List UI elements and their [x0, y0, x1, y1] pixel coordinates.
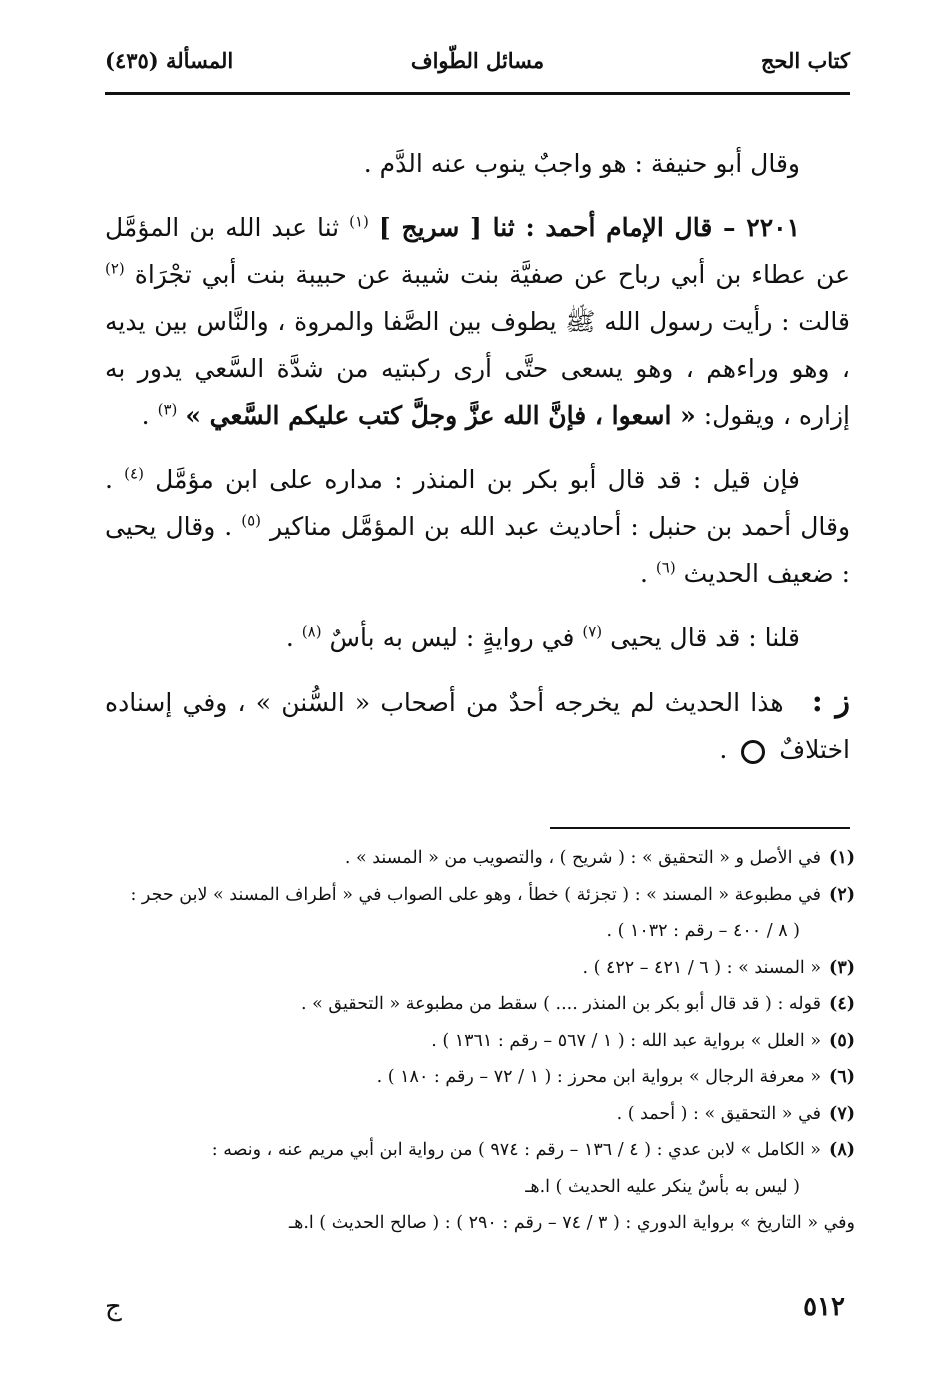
period: . [285, 623, 294, 652]
footnote-7 [105, 1096, 855, 1133]
header-chapter-title: مسائل الطّواف [410, 48, 545, 73]
footnote-1 [105, 840, 855, 877]
footnote-text: قوله : ( قد قال أبو بكر بن المنذر .... ) سقط من مطبوعة « التحقيق » . [301, 994, 822, 1014]
footnote-number: (٤) [829, 994, 855, 1014]
footnote-ref-6[interactable]: (٦) [655, 558, 676, 577]
footnote-number: (٨) [829, 1140, 855, 1160]
footnotes [105, 840, 855, 1242]
paragraph-editor-note [105, 678, 850, 773]
header-issue-number: المسألة (٤٣٥) [105, 48, 234, 73]
paragraph-text: وقال أبو حنيفة : هو واجبٌ ينوب عنه الدَّم . [363, 149, 800, 178]
footnote-text: في مطبوعة « المسند » : ( تجزئة ) خطأ ، وهو على الصواب في « أطراف المسند » لابن حجر : [130, 884, 822, 905]
footnote-ref-8[interactable]: (٨) [301, 622, 322, 641]
footnote-5 [105, 1023, 855, 1060]
page-number: ٥١٢ [803, 1292, 845, 1322]
paragraph-abu-hanifa [105, 140, 850, 187]
paragraph-response [105, 614, 850, 661]
hadith-quote: « اسعوا ، فإنَّ الله عزَّ وجلَّ كتب عليكم السَّعي » [185, 401, 696, 430]
header-book-title: كتاب الحج [760, 48, 850, 73]
footnote-4 [105, 986, 855, 1023]
footnote-text: « المسند » : ( ٦ / ٤٢١ – ٤٢٢ ) . [582, 957, 822, 978]
running-header [105, 42, 850, 82]
period: . [719, 735, 728, 764]
footnote-ref-5[interactable]: (٥) [241, 511, 261, 530]
end-circle-icon [741, 740, 765, 764]
signature-mark: ج [105, 1292, 122, 1322]
footnote-number: (٢) [829, 884, 855, 905]
objection-text-b: . وقال أحمد بن حنبل : أحاديث عبد الله بن المؤمَّل مناكير [105, 465, 851, 541]
footnote-8 [105, 1132, 855, 1169]
footnote-2 [105, 877, 855, 914]
header-rule [105, 92, 850, 95]
period: . [141, 401, 150, 430]
objection-text-c: . وقال يحيى : ضعيف الحديث [105, 512, 850, 588]
footnote-ref-7[interactable]: (٧) [582, 622, 603, 641]
footnote-8-continued [105, 1169, 855, 1206]
footnote-ref-3[interactable]: (٣) [157, 400, 178, 419]
editor-note-text: هذا الحديث لم يخرجه أحدٌ من أصحاب « السُّنن » ، وفي إسناده اختلافٌ [105, 688, 850, 764]
response-text-a: قلنا : قد قال يحيى [610, 623, 800, 652]
footnote-number: (٧) [829, 1103, 855, 1124]
footnote-ref-4[interactable]: (٤) [124, 464, 144, 483]
footnote-8-additional [105, 1205, 855, 1242]
footnote-ref-1[interactable]: (١) [349, 212, 369, 231]
footnote-2-continued [105, 913, 855, 950]
footnote-text: ( ليس به بأسٌ ينكر عليه الحديث ) ا.هـ [525, 1176, 800, 1197]
footnote-text: في الأصل و « التحقيق » : ( شريح ) ، والتصويب من « المسند » . [344, 848, 822, 868]
footnote-number: (٦) [829, 1067, 855, 1087]
response-text-b: في روايةٍ : ليس به بأسٌ [329, 623, 575, 652]
footnote-text: « الكامل » لابن عدي : ( ٤ / ١٣٦ – رقم : ٩٧٤ ) من رواية ابن أبي مريم عنه ، ونصه : [211, 1140, 822, 1160]
hadith-narration: قالت : رأيت رسول الله ﷺ يطوف بين الصَّفا والمروة ، والنَّاس بين يديه ، وهو وراءهم ، وهو يسعى حتَّى أرى ركبتيه من شدَّة السَّعي يدور به إزاره ، ويقول: [105, 307, 850, 430]
footnote-number: (١) [829, 848, 855, 868]
footnote-rule [550, 827, 850, 829]
paragraph-hadith-2201 [105, 204, 850, 439]
editor-mark: ز : [811, 684, 851, 719]
footnote-6 [105, 1059, 855, 1096]
footnote-text: « العلل » برواية عبد الله : ( ١ / ٥٦٧ – رقم : ١٣٦١ ) . [431, 1030, 822, 1051]
footnote-text: وفي « التاريخ » برواية الدوري : ( ٣ / ٧٤ – رقم : ٢٩٠ ) : ( صالح الحديث ) ا.هـ [288, 1213, 855, 1233]
paragraph-objection [105, 456, 850, 597]
footnote-text: في « التحقيق » : ( أحمد ) . [616, 1103, 822, 1124]
footnote-3 [105, 950, 855, 987]
footnote-text: « معرفة الرجال » برواية ابن محرز : ( ١ / ٧٢ – رقم : ١٨٠ ) . [376, 1067, 822, 1087]
hadith-intro: ٢٢٠١ – قال الإمام أحمد : ثنا [ سريج ] [378, 213, 800, 242]
footnote-text: ( ٨ / ٤٠٠ – رقم : ١٠٣٢ ) . [606, 921, 800, 941]
footnote-number: (٥) [829, 1030, 855, 1051]
period: . [640, 559, 648, 588]
objection-text-a: فإن قيل : قد قال أبو بكر بن المنذر : مداره على ابن مؤمَّل [155, 465, 800, 494]
main-text [105, 140, 850, 790]
footnote-ref-2[interactable]: (٢) [105, 259, 125, 278]
hadith-chain: ثنا عبد الله بن المؤمَّل عن عطاء بن أبي رباح عن صفيَّة بنت شيبة عن حبيبة بنت أبي تجْرَاة [105, 213, 850, 289]
footnote-number: (٣) [829, 957, 855, 978]
